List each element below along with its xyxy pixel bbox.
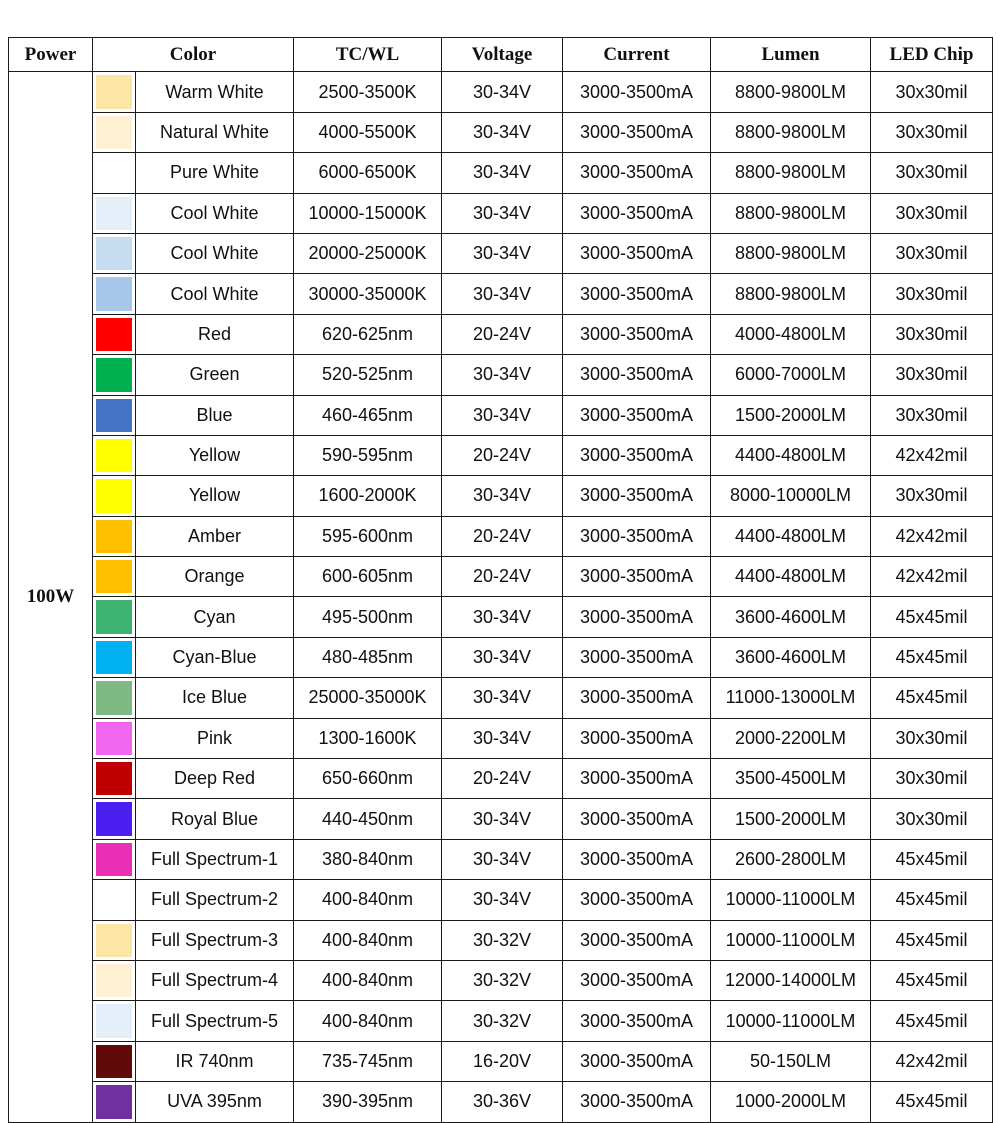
led-chip-value: 45x45mil (871, 597, 993, 637)
color-name: Full Spectrum-2 (136, 880, 294, 920)
led-chip-value: 30x30mil (871, 153, 993, 193)
led-chip-value: 30x30mil (871, 355, 993, 395)
lumen-value: 4400-4800LM (711, 516, 871, 556)
color-name: Warm White (136, 72, 294, 112)
color-swatch-cell (93, 597, 136, 637)
color-swatch (96, 1085, 132, 1118)
color-swatch-cell (93, 839, 136, 879)
color-swatch-cell (93, 880, 136, 920)
led-chip-value: 45x45mil (871, 1001, 993, 1041)
tcwl-value: 495-500nm (294, 597, 442, 637)
led-chip-value: 30x30mil (871, 112, 993, 152)
current-value: 3000-3500mA (563, 355, 711, 395)
tcwl-value: 400-840nm (294, 960, 442, 1000)
color-swatch (96, 156, 132, 189)
color-swatch-cell (93, 274, 136, 314)
table-row (9, 435, 993, 475)
voltage-value: 30-34V (442, 193, 563, 233)
color-swatch (96, 722, 132, 755)
led-chip-value: 42x42mil (871, 435, 993, 475)
lumen-value: 4000-4800LM (711, 314, 871, 354)
lumen-value: 3600-4600LM (711, 597, 871, 637)
color-swatch-cell (93, 678, 136, 718)
voltage-value: 20-24V (442, 516, 563, 556)
table-row (9, 920, 993, 960)
tcwl-value: 520-525nm (294, 355, 442, 395)
current-value: 3000-3500mA (563, 557, 711, 597)
power-value: 100W (9, 72, 93, 1122)
header-lumen: Lumen (711, 38, 871, 72)
color-name: Amber (136, 516, 294, 556)
color-swatch (96, 1045, 132, 1078)
tcwl-value: 480-485nm (294, 637, 442, 677)
voltage-value: 30-34V (442, 880, 563, 920)
led-chip-value: 45x45mil (871, 920, 993, 960)
lumen-value: 11000-13000LM (711, 678, 871, 718)
color-swatch-cell (93, 395, 136, 435)
tcwl-value: 2500-3500K (294, 72, 442, 112)
color-swatch-cell (93, 1001, 136, 1041)
led-chip-value: 30x30mil (871, 274, 993, 314)
color-swatch (96, 802, 132, 835)
color-swatch (96, 237, 132, 270)
tcwl-value: 10000-15000K (294, 193, 442, 233)
led-chip-value: 30x30mil (871, 799, 993, 839)
color-swatch-cell (93, 516, 136, 556)
color-swatch (96, 75, 132, 108)
table-row (9, 314, 993, 354)
voltage-value: 30-34V (442, 476, 563, 516)
table-row (9, 112, 993, 152)
color-swatch-cell (93, 759, 136, 799)
table-row (9, 678, 993, 718)
voltage-value: 16-20V (442, 1041, 563, 1081)
lumen-value: 1000-2000LM (711, 1082, 871, 1122)
tcwl-value: 380-840nm (294, 839, 442, 879)
current-value: 3000-3500mA (563, 1082, 711, 1122)
led-spec-table (8, 37, 993, 1123)
led-chip-value: 30x30mil (871, 314, 993, 354)
color-name: Cool White (136, 274, 294, 314)
color-name: Yellow (136, 435, 294, 475)
header-current: Current (563, 38, 711, 72)
color-name: Full Spectrum-5 (136, 1001, 294, 1041)
voltage-value: 20-24V (442, 557, 563, 597)
lumen-value: 6000-7000LM (711, 355, 871, 395)
color-swatch (96, 762, 132, 795)
header-color: Color (93, 38, 294, 72)
current-value: 3000-3500mA (563, 799, 711, 839)
current-value: 3000-3500mA (563, 920, 711, 960)
color-swatch-cell (93, 72, 136, 112)
color-swatch-cell (93, 193, 136, 233)
lumen-value: 8800-9800LM (711, 233, 871, 273)
lumen-value: 10000-11000LM (711, 880, 871, 920)
color-swatch-cell (93, 920, 136, 960)
color-swatch-cell (93, 557, 136, 597)
table-row (9, 880, 993, 920)
table-row (9, 960, 993, 1000)
color-swatch (96, 439, 132, 472)
color-name: Cyan-Blue (136, 637, 294, 677)
voltage-value: 20-24V (442, 759, 563, 799)
table-row (9, 557, 993, 597)
current-value: 3000-3500mA (563, 476, 711, 516)
header-row (9, 38, 993, 72)
table-row (9, 153, 993, 193)
color-swatch-cell (93, 718, 136, 758)
color-name: Yellow (136, 476, 294, 516)
current-value: 3000-3500mA (563, 314, 711, 354)
current-value: 3000-3500mA (563, 233, 711, 273)
current-value: 3000-3500mA (563, 960, 711, 1000)
tcwl-value: 1300-1600K (294, 718, 442, 758)
current-value: 3000-3500mA (563, 395, 711, 435)
led-chip-value: 30x30mil (871, 476, 993, 516)
lumen-value: 1500-2000LM (711, 395, 871, 435)
color-swatch (96, 116, 132, 149)
voltage-value: 30-36V (442, 1082, 563, 1122)
color-swatch-cell (93, 355, 136, 395)
led-chip-value: 42x42mil (871, 516, 993, 556)
voltage-value: 30-34V (442, 637, 563, 677)
tcwl-value: 620-625nm (294, 314, 442, 354)
header-led-chip: LED Chip (871, 38, 993, 72)
current-value: 3000-3500mA (563, 153, 711, 193)
current-value: 3000-3500mA (563, 112, 711, 152)
lumen-value: 10000-11000LM (711, 920, 871, 960)
led-chip-value: 30x30mil (871, 759, 993, 799)
table-row (9, 839, 993, 879)
table-row (9, 355, 993, 395)
table-row (9, 516, 993, 556)
lumen-value: 50-150LM (711, 1041, 871, 1081)
tcwl-value: 595-600nm (294, 516, 442, 556)
current-value: 3000-3500mA (563, 678, 711, 718)
tcwl-value: 460-465nm (294, 395, 442, 435)
color-swatch (96, 197, 132, 230)
color-name: Cyan (136, 597, 294, 637)
lumen-value: 10000-11000LM (711, 1001, 871, 1041)
color-swatch-cell (93, 1041, 136, 1081)
current-value: 3000-3500mA (563, 1041, 711, 1081)
color-swatch (96, 399, 132, 432)
table-row (9, 274, 993, 314)
current-value: 3000-3500mA (563, 839, 711, 879)
tcwl-value: 650-660nm (294, 759, 442, 799)
lumen-value: 8800-9800LM (711, 153, 871, 193)
color-name: Royal Blue (136, 799, 294, 839)
color-name: Blue (136, 395, 294, 435)
lumen-value: 2600-2800LM (711, 839, 871, 879)
lumen-value: 4400-4800LM (711, 557, 871, 597)
color-name: Red (136, 314, 294, 354)
table-row (9, 1082, 993, 1122)
table-row (9, 637, 993, 677)
color-swatch (96, 479, 132, 512)
lumen-value: 8800-9800LM (711, 274, 871, 314)
table-row (9, 1041, 993, 1081)
color-swatch-cell (93, 153, 136, 193)
color-swatch-cell (93, 112, 136, 152)
tcwl-value: 390-395nm (294, 1082, 442, 1122)
led-chip-value: 45x45mil (871, 637, 993, 677)
color-swatch (96, 358, 132, 391)
lumen-value: 1500-2000LM (711, 799, 871, 839)
color-name: Ice Blue (136, 678, 294, 718)
led-chip-value: 30x30mil (871, 72, 993, 112)
color-swatch-cell (93, 435, 136, 475)
voltage-value: 30-34V (442, 799, 563, 839)
table-row (9, 1001, 993, 1041)
led-chip-value: 45x45mil (871, 880, 993, 920)
voltage-value: 30-34V (442, 274, 563, 314)
voltage-value: 30-34V (442, 718, 563, 758)
table-body (9, 72, 993, 1122)
color-name: Pure White (136, 153, 294, 193)
current-value: 3000-3500mA (563, 637, 711, 677)
current-value: 3000-3500mA (563, 718, 711, 758)
table-row (9, 799, 993, 839)
voltage-value: 30-34V (442, 153, 563, 193)
table-row (9, 597, 993, 637)
led-chip-value: 45x45mil (871, 1082, 993, 1122)
tcwl-value: 1600-2000K (294, 476, 442, 516)
tcwl-value: 400-840nm (294, 880, 442, 920)
tcwl-value: 25000-35000K (294, 678, 442, 718)
led-chip-value: 42x42mil (871, 1041, 993, 1081)
table-row (9, 476, 993, 516)
table-row (9, 395, 993, 435)
led-chip-value: 30x30mil (871, 233, 993, 273)
color-name: Natural White (136, 112, 294, 152)
color-swatch (96, 924, 132, 957)
tcwl-value: 20000-25000K (294, 233, 442, 273)
current-value: 3000-3500mA (563, 1001, 711, 1041)
table-row (9, 72, 993, 112)
color-name: Full Spectrum-1 (136, 839, 294, 879)
lumen-value: 8800-9800LM (711, 112, 871, 152)
current-value: 3000-3500mA (563, 435, 711, 475)
voltage-value: 30-32V (442, 1001, 563, 1041)
color-swatch (96, 318, 132, 351)
lumen-value: 3600-4600LM (711, 637, 871, 677)
color-name: UVA 395nm (136, 1082, 294, 1122)
color-swatch (96, 520, 132, 553)
color-swatch (96, 681, 132, 714)
table-row (9, 759, 993, 799)
voltage-value: 30-34V (442, 233, 563, 273)
table-row (9, 718, 993, 758)
color-swatch (96, 843, 132, 876)
color-name: Full Spectrum-4 (136, 960, 294, 1000)
color-swatch-cell (93, 799, 136, 839)
color-swatch (96, 1004, 132, 1037)
color-swatch (96, 964, 132, 997)
current-value: 3000-3500mA (563, 516, 711, 556)
tcwl-value: 400-840nm (294, 920, 442, 960)
color-swatch-cell (93, 314, 136, 354)
lumen-value: 3500-4500LM (711, 759, 871, 799)
lumen-value: 8000-10000LM (711, 476, 871, 516)
tcwl-value: 600-605nm (294, 557, 442, 597)
voltage-value: 30-34V (442, 678, 563, 718)
led-chip-value: 45x45mil (871, 960, 993, 1000)
color-swatch (96, 641, 132, 674)
led-chip-value: 42x42mil (871, 557, 993, 597)
voltage-value: 30-32V (442, 920, 563, 960)
color-name: Deep Red (136, 759, 294, 799)
color-swatch-cell (93, 637, 136, 677)
header-tcwl: TC/WL (294, 38, 442, 72)
color-swatch (96, 560, 132, 593)
color-name: Orange (136, 557, 294, 597)
tcwl-value: 440-450nm (294, 799, 442, 839)
lumen-value: 12000-14000LM (711, 960, 871, 1000)
tcwl-value: 4000-5500K (294, 112, 442, 152)
lumen-value: 8800-9800LM (711, 72, 871, 112)
lumen-value: 4400-4800LM (711, 435, 871, 475)
color-swatch (96, 600, 132, 633)
voltage-value: 30-34V (442, 839, 563, 879)
color-swatch-cell (93, 476, 136, 516)
current-value: 3000-3500mA (563, 72, 711, 112)
tcwl-value: 6000-6500K (294, 153, 442, 193)
voltage-value: 30-34V (442, 72, 563, 112)
lumen-value: 2000-2200LM (711, 718, 871, 758)
color-name: Cool White (136, 193, 294, 233)
color-name: Green (136, 355, 294, 395)
color-swatch (96, 277, 132, 310)
voltage-value: 30-34V (442, 395, 563, 435)
tcwl-value: 735-745nm (294, 1041, 442, 1081)
tcwl-value: 590-595nm (294, 435, 442, 475)
color-name: Cool White (136, 233, 294, 273)
table-row (9, 233, 993, 273)
current-value: 3000-3500mA (563, 193, 711, 233)
color-swatch-cell (93, 960, 136, 1000)
color-name: Full Spectrum-3 (136, 920, 294, 960)
voltage-value: 30-34V (442, 597, 563, 637)
tcwl-value: 30000-35000K (294, 274, 442, 314)
table-row (9, 193, 993, 233)
color-name: Pink (136, 718, 294, 758)
color-name: IR 740nm (136, 1041, 294, 1081)
lumen-value: 8800-9800LM (711, 193, 871, 233)
voltage-value: 20-24V (442, 314, 563, 354)
led-chip-value: 45x45mil (871, 678, 993, 718)
header-voltage: Voltage (442, 38, 563, 72)
current-value: 3000-3500mA (563, 880, 711, 920)
current-value: 3000-3500mA (563, 759, 711, 799)
voltage-value: 30-34V (442, 355, 563, 395)
led-chip-value: 30x30mil (871, 718, 993, 758)
current-value: 3000-3500mA (563, 274, 711, 314)
voltage-value: 20-24V (442, 435, 563, 475)
current-value: 3000-3500mA (563, 597, 711, 637)
color-swatch (96, 883, 132, 916)
voltage-value: 30-32V (442, 960, 563, 1000)
header-power: Power (9, 38, 93, 72)
led-chip-value: 30x30mil (871, 395, 993, 435)
color-swatch-cell (93, 233, 136, 273)
led-chip-value: 45x45mil (871, 839, 993, 879)
color-swatch-cell (93, 1082, 136, 1122)
tcwl-value: 400-840nm (294, 1001, 442, 1041)
voltage-value: 30-34V (442, 112, 563, 152)
led-chip-value: 30x30mil (871, 193, 993, 233)
